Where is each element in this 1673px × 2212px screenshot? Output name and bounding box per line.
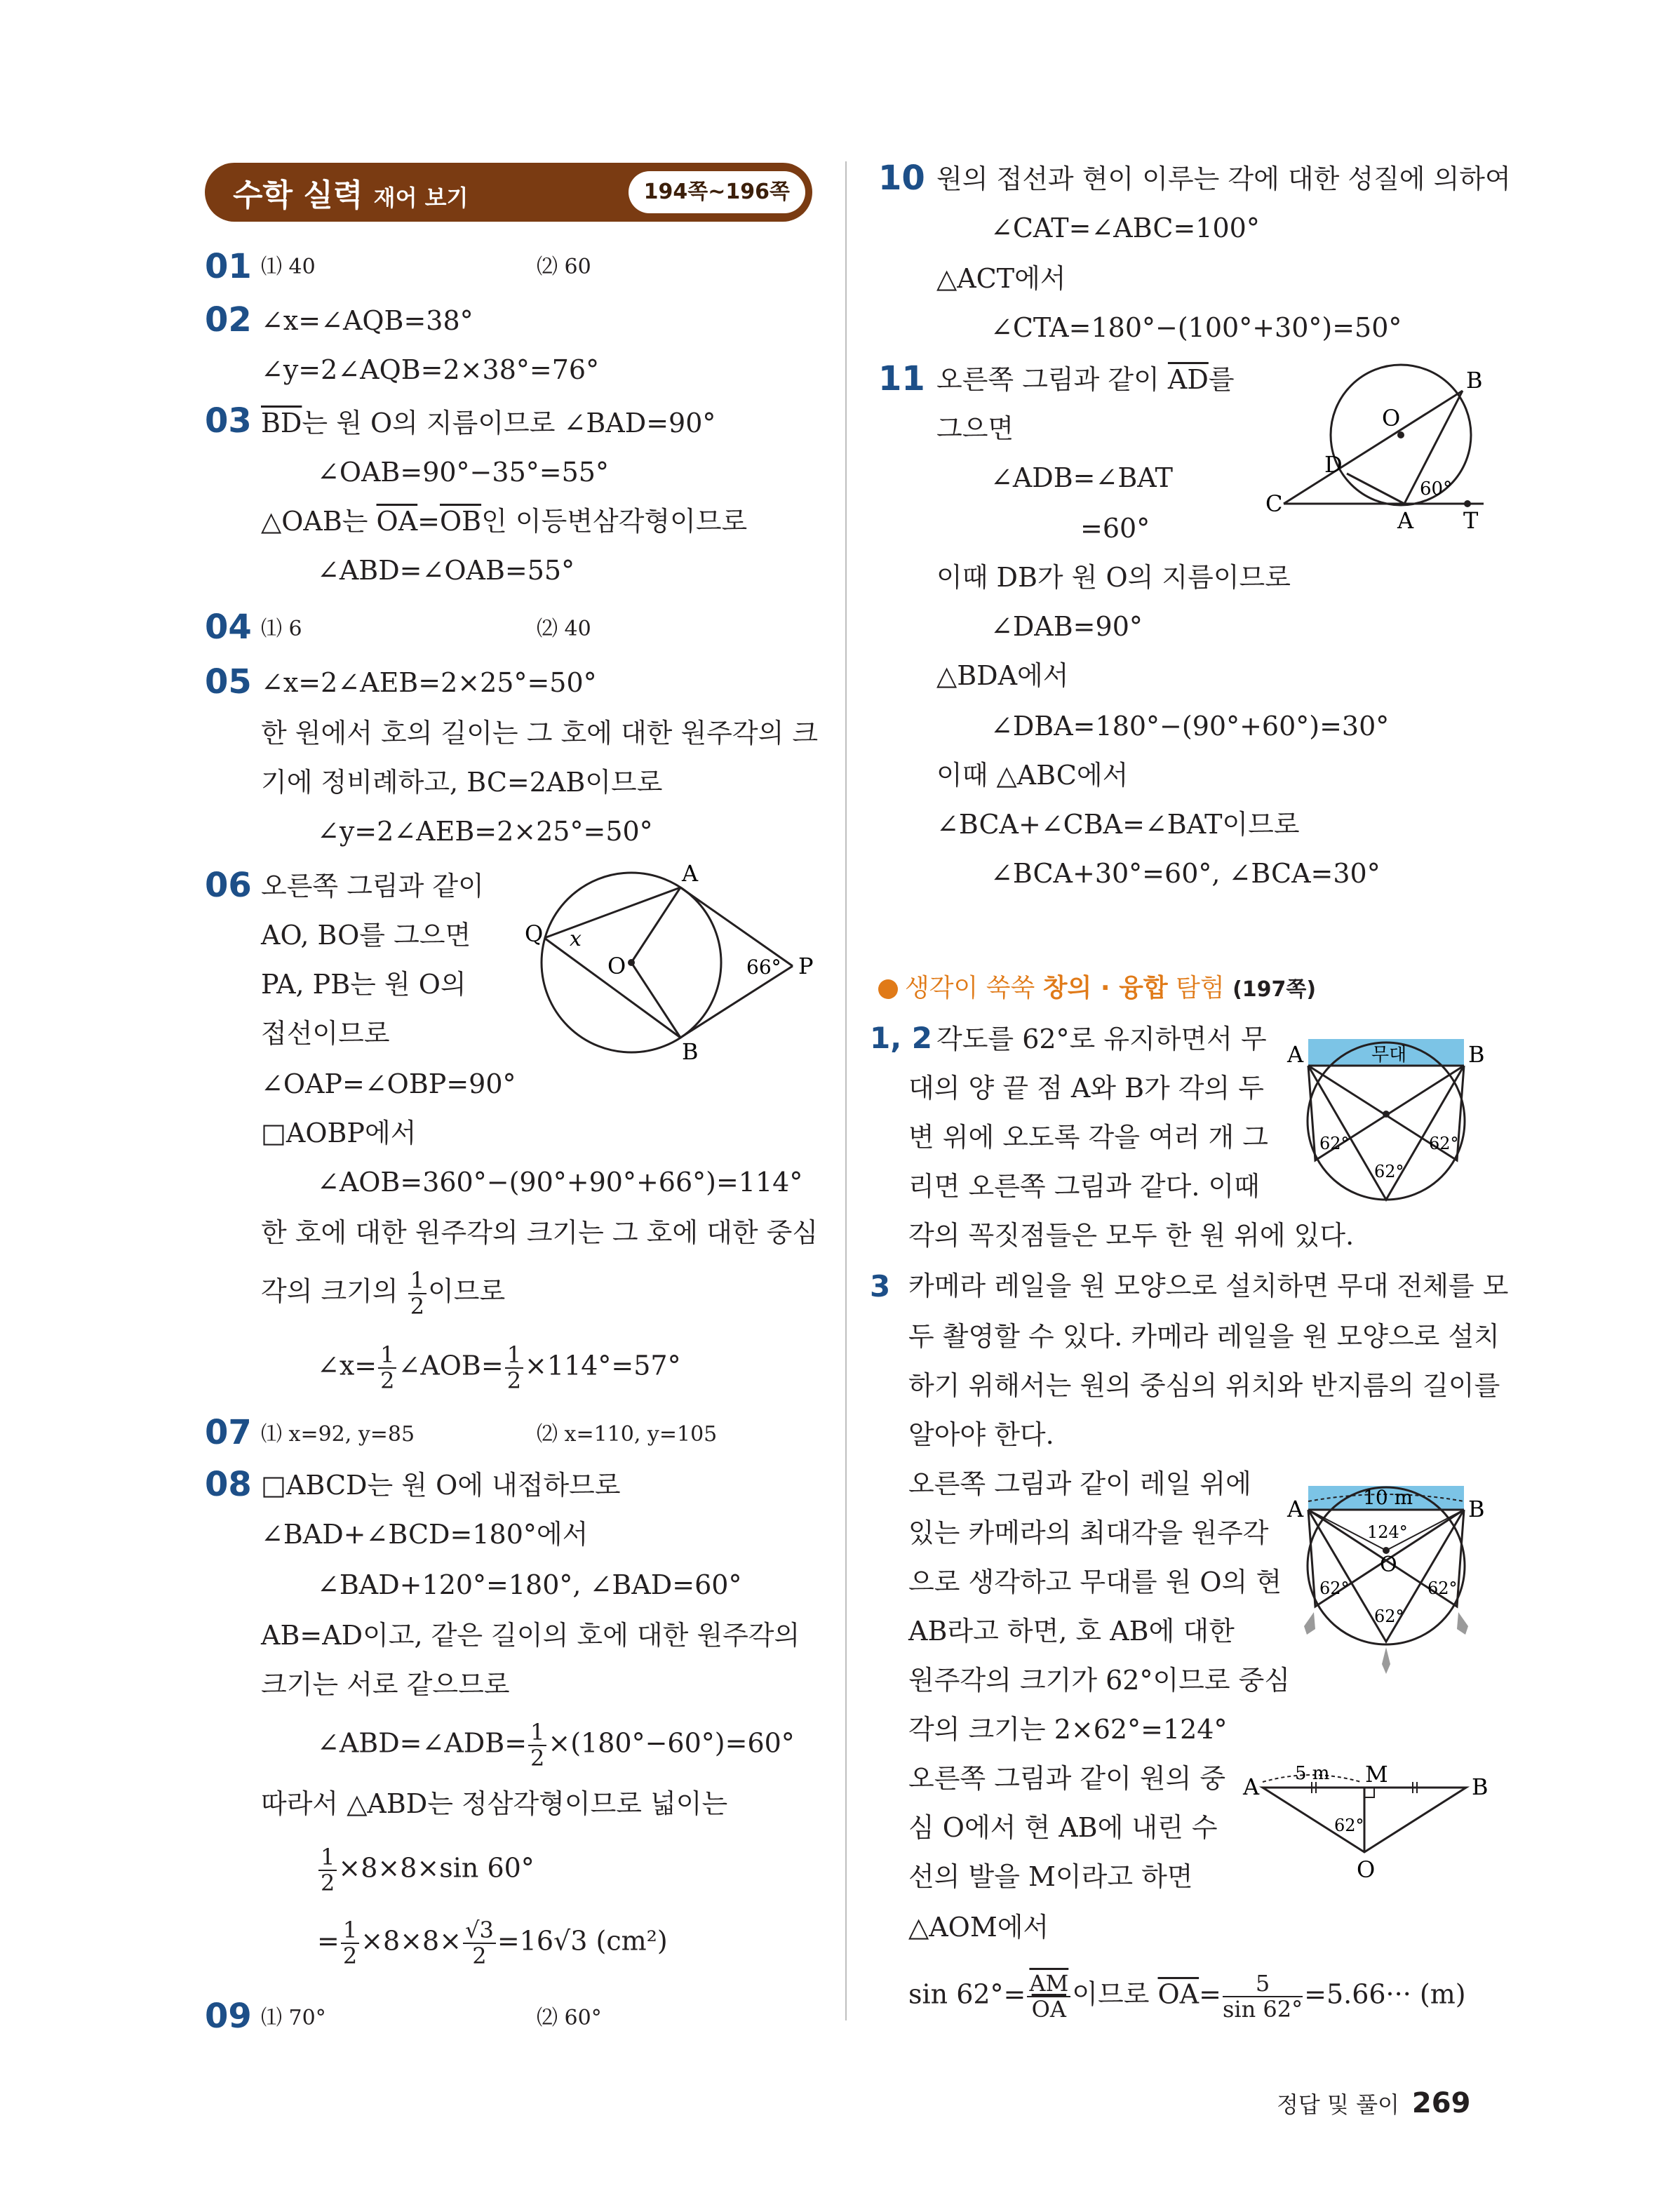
answer-07-2: ⑵ x=110, y=105: [537, 1422, 718, 1447]
p3-line: 알아야 한다.: [908, 1419, 1054, 1450]
p3-line: 각의 크기는 2×62°=124°: [908, 1714, 1228, 1745]
label-a: A: [1287, 1496, 1304, 1522]
fraction: $\frac{\overline{AM}}{OA}$: [1027, 1971, 1070, 2022]
q03-line: ∠ABD=∠OAB=55°: [317, 555, 575, 586]
q08-line: ∠ABD=∠ADB= $\frac{1}{2}$ ×(180°−60°)=60°: [317, 1719, 795, 1772]
q08-line: ∠BAD+120°=180°, ∠BAD=60°: [317, 1569, 742, 1600]
figure-3-camera-rail: [1280, 1473, 1491, 1684]
q08-line: 크기는 서로 같으므로: [261, 1669, 510, 1700]
label-angle: 66°: [746, 956, 781, 979]
label-o: O: [1357, 1856, 1376, 1880]
q10-line: ∠CAT=∠ABC=100°: [990, 213, 1260, 243]
q03-line: △OAB는 $\overline{OA}=\overline{OB}$인 이등변삼각형이므로: [261, 506, 748, 537]
label-b: B: [1466, 367, 1483, 394]
answer-07-1: ⑴ x=92, y=85: [261, 1422, 415, 1447]
q06-line: 오른쪽 그림과 같이: [261, 871, 484, 901]
label-o: O: [1382, 405, 1401, 431]
q02-line: ∠x=∠AQB=38°: [261, 305, 473, 336]
p3-line: sin 62°= $\frac{\overline{AM}}{OA}$ 이므로 $\overline{OA}=$ $\frac{5}{\sin 62^\circ}$ =5.66··· (m): [908, 1970, 1466, 2023]
q08-line: = $\frac{1}{2}$ ×8×8× $\frac{√3}{2}$ =16√3 (cm²): [317, 1917, 668, 1970]
q08-line: □ABCD는 원 O에 내접하므로: [261, 1470, 621, 1501]
q11-line: 이때 △ABC에서: [936, 760, 1129, 791]
label-c: C: [1265, 490, 1283, 517]
q06-line: 각의 크기의 $\frac{1}{2}$ 이므로: [261, 1267, 506, 1320]
label-x: x: [570, 927, 582, 951]
center-point: [1383, 1111, 1390, 1118]
problem-number-3: 3: [870, 1269, 891, 1303]
label-angle: 62°: [1319, 1578, 1350, 1598]
label-length: 5 m: [1295, 1763, 1330, 1784]
banner-title: 수학 실력 재어 보기: [233, 177, 469, 213]
q06-line: ∠AOB=360°−(90°+90°+66°)=114°: [317, 1167, 803, 1198]
column-divider: [845, 161, 847, 2020]
label-b: B: [1472, 1774, 1489, 1800]
fraction: $\frac{1}{2}$: [408, 1268, 426, 1319]
p3-line: 오른쪽 그림과 같이 원의 중: [908, 1763, 1226, 1794]
q11-line: △BDA에서: [936, 660, 1069, 691]
q02-line: ∠y=2∠AQB=2×38°=76°: [261, 354, 600, 385]
page-footer: [1277, 2087, 1470, 2119]
q10-line: 원의 접선과 현이 이루는 각에 대한 성질에 의하여: [936, 163, 1511, 194]
p3-line: 선의 발을 M이라고 하면: [908, 1861, 1193, 1892]
q11-line: 이때 DB가 원 O의 지름이므로: [936, 562, 1291, 593]
label-a: A: [1287, 1041, 1304, 1068]
q06-line: ∠OAP=∠OBP=90°: [261, 1068, 516, 1099]
p3-line: 원주각의 크기가 62°이므로 중심: [908, 1665, 1291, 1696]
figure-3-right-triangle: [1242, 1754, 1494, 1880]
tangent-pa: [680, 887, 793, 966]
problem-number-09: 09: [205, 1997, 252, 2036]
problem-number-1-2: 1, 2: [870, 1021, 933, 1055]
q03-line: ∠OAB=90°−35°=55°: [317, 457, 609, 488]
problem-number-10: 10: [878, 159, 925, 198]
q08-line: AB=AD이고, 같은 길이의 호에 대한 원주각의: [261, 1620, 800, 1651]
label-d: D: [1324, 451, 1343, 478]
point-t: [1464, 500, 1471, 507]
problem-number-02: 02: [205, 300, 252, 340]
label-t: T: [1463, 507, 1479, 534]
right-angle-mark: [1364, 1788, 1374, 1797]
section-heading: 생각이 쑥쑥 창의 · 융합 탐험 (197쪽): [878, 968, 1316, 1004]
label-a: A: [682, 864, 699, 887]
center-point: [1397, 431, 1404, 438]
stage-label: 무대: [1371, 1045, 1407, 1066]
label-angle: 62°: [1319, 1134, 1350, 1153]
q11-line: ∠ADB=∠BAT: [990, 462, 1173, 493]
fraction: $\frac{√3}{2}$: [463, 1918, 496, 1969]
q11-line: =60°: [1080, 513, 1150, 544]
q10-line: △ACT에서: [936, 263, 1066, 294]
label-angle: 62°: [1334, 1816, 1364, 1835]
problem-number-07: 07: [205, 1413, 252, 1452]
label-m: M: [1365, 1761, 1388, 1788]
q05-line: 한 원에서 호의 길이는 그 호에 대한 원주각의 크: [261, 718, 819, 749]
answer-09-1: ⑴ 70°: [261, 2006, 326, 2030]
camera-icon: [1382, 1647, 1390, 1674]
camera-icon: [1304, 1612, 1315, 1635]
q11-line: 그으면: [936, 413, 1014, 444]
q06-line: 접선이므로: [261, 1018, 390, 1049]
label-b: B: [1468, 1496, 1485, 1522]
footer-label: 정답 및 풀이: [1277, 2091, 1399, 2118]
fraction: $\frac{5}{\sin 62^\circ}$: [1222, 1970, 1303, 2023]
page-number: 269: [1411, 2087, 1471, 2119]
problem-number-06: 06: [205, 866, 252, 905]
radius-oa: [631, 887, 680, 963]
fraction: $\frac{1}{2}$: [378, 1343, 396, 1393]
q05-line: ∠y=2∠AEB=2×25°=50°: [317, 816, 653, 847]
q06-line: 한 호에 대한 원주각의 크기는 그 호에 대한 중심: [261, 1217, 819, 1248]
p12-line: 리면 오른쪽 그림과 같다. 이때: [908, 1171, 1260, 1202]
camera-icon: [1457, 1612, 1468, 1635]
p3-line: 으로 생각하고 무대를 원 O의 현: [908, 1567, 1282, 1597]
q05-line: 기에 정비례하고, BC=2AB이므로: [261, 767, 663, 798]
banner-pages: 194쪽~196쪽: [629, 171, 805, 213]
p12-line: 변 위에 오도록 각을 여러 개 그: [908, 1122, 1268, 1153]
q06-line: ∠x= $\frac{1}{2}$ ∠AOB= $\frac{1}{2}$ ×114°=57°: [317, 1341, 681, 1395]
label-b: B: [1468, 1041, 1485, 1068]
label-a: A: [1243, 1774, 1260, 1800]
answer-04-2: ⑵ 40: [537, 617, 591, 641]
problem-number-08: 08: [205, 1465, 252, 1504]
fraction: $\frac{1}{2}$: [505, 1343, 523, 1393]
q05-line: ∠x=2∠AEB=2×25°=50°: [261, 667, 597, 698]
p12-line: 각도를 62°로 유지하면서 무: [936, 1024, 1267, 1054]
problem-number-01: 01: [205, 247, 252, 286]
q08-line: $\frac{1}{2}$ ×8×8×sin 60°: [317, 1845, 535, 1896]
label-angle: 62°: [1429, 1134, 1459, 1153]
answer-09-2: ⑵ 60°: [537, 2006, 602, 2030]
label-o: O: [1380, 1553, 1397, 1577]
q11-line: ∠DBA=180°−(90°+60°)=30°: [990, 711, 1390, 742]
p3-line: 카메라 레일을 원 모양으로 설치하면 무대 전체를 모: [908, 1271, 1509, 1301]
label-angle: 62°: [1427, 1578, 1458, 1598]
p3-line: 오른쪽 그림과 같이 레일 위에: [908, 1468, 1251, 1499]
bullet-icon: [878, 979, 898, 999]
q11-line: ∠DAB=90°: [990, 611, 1143, 642]
label-a: A: [1397, 507, 1414, 534]
label-length: 10 m: [1363, 1486, 1413, 1509]
q11-line: ∠BCA+∠CBA=∠BAT이므로: [936, 809, 1300, 840]
q06-line: PA, PB는 원 O의: [261, 969, 466, 1000]
q08-line: 따라서 △ABD는 정삼각형이므로 넓이는: [261, 1788, 728, 1819]
p12-line: 각의 꼭짓점들은 모두 한 원 위에 있다.: [908, 1220, 1355, 1251]
problem-number-04: 04: [205, 608, 252, 647]
q06-line: □AOBP에서: [261, 1118, 417, 1148]
chord-qa: [544, 887, 680, 938]
label-o: O: [607, 953, 626, 979]
p12-line: 대의 양 끝 점 A와 B가 각의 두: [908, 1073, 1265, 1104]
q11-line: 오른쪽 그림과 같이 $\overline{AD}$를: [936, 364, 1235, 395]
fraction: $\frac{1}{2}$: [341, 1918, 359, 1969]
q08-line: ∠BAD+∠BCD=180°에서: [261, 1519, 589, 1550]
problem-number-11: 11: [878, 359, 925, 398]
center-point: [628, 959, 635, 966]
radius-ob: [631, 963, 680, 1038]
label-q: Q: [525, 920, 544, 947]
q03-line: $\overline{BD}$는 원 O의 지름이므로 ∠BAD=90°: [261, 408, 716, 438]
section-banner: [205, 163, 812, 222]
label-angle: 62°: [1374, 1607, 1404, 1626]
q10-line: ∠CTA=180°−(100°+30°)=50°: [990, 312, 1402, 343]
label-b: B: [682, 1038, 699, 1065]
label-angle: 60°: [1420, 478, 1453, 500]
figure-11-circle-tangent: [1256, 361, 1494, 537]
label-angle: 62°: [1374, 1162, 1404, 1181]
problem-number-03: 03: [205, 401, 252, 441]
q06-line: AO, BO를 그으면: [261, 920, 471, 951]
problem-number-05: 05: [205, 662, 252, 702]
fraction: $\frac{1}{2}$: [318, 1845, 337, 1896]
figure-12-stage-circle: [1280, 1037, 1491, 1212]
fraction: $\frac{1}{2}$: [528, 1720, 546, 1771]
p3-line: AB라고 하면, 호 AB에 대한: [908, 1616, 1235, 1647]
answer-04-1: ⑴ 6: [261, 617, 302, 641]
answer-01-1: ⑴ 40: [261, 255, 316, 279]
p3-line: 하기 위해서는 원의 중심의 위치와 반지름의 길이를: [908, 1370, 1500, 1401]
label-central-angle: 124°: [1367, 1522, 1408, 1542]
p3-line: 심 O에서 현 AB에 내린 수: [908, 1812, 1218, 1843]
p3-line: △AOM에서: [908, 1912, 1049, 1943]
p3-line: 있는 카메라의 최대각을 원주각: [908, 1517, 1269, 1548]
p3-line: 두 촬영할 수 있다. 카메라 레일을 원 모양으로 설치: [908, 1321, 1500, 1352]
label-p: P: [798, 953, 814, 979]
answer-01-2: ⑵ 60: [537, 255, 591, 279]
q11-line: ∠BCA+30°=60°, ∠BCA=30°: [990, 858, 1380, 889]
figure-06-circle-tangents: [519, 864, 828, 1068]
